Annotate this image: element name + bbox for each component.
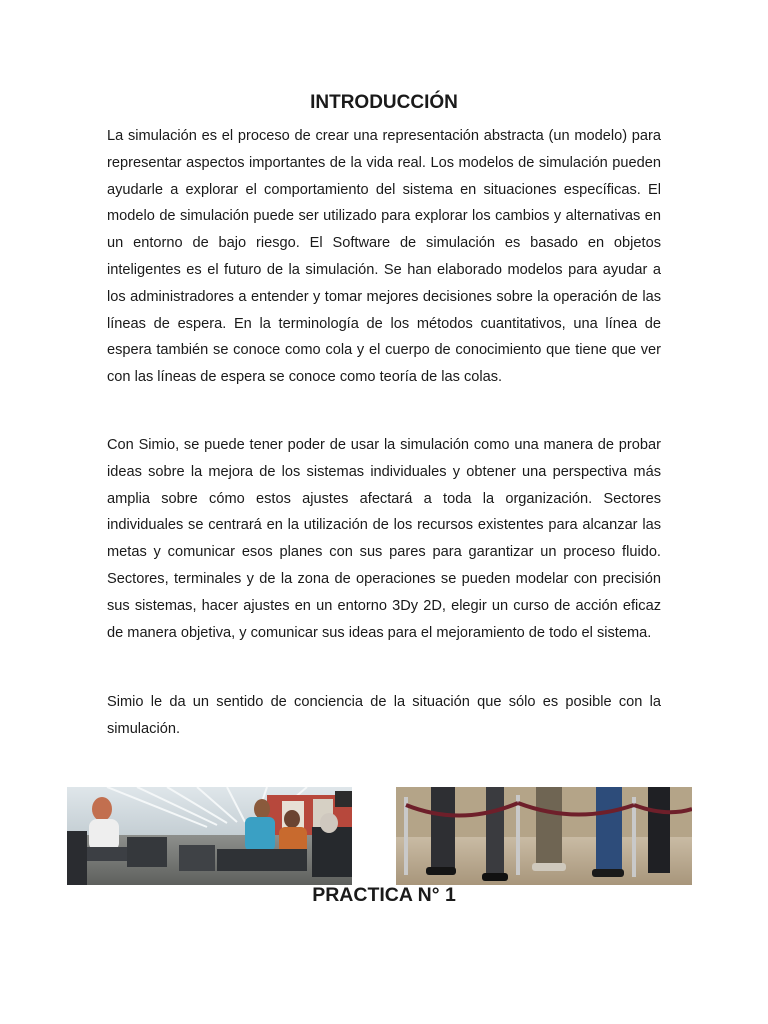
section-title: PRACTICA N° 1	[312, 884, 456, 906]
page-title: INTRODUCCIÓN	[310, 92, 458, 113]
intro-paragraph: La simulación es el proceso de crear una representación abstracta (un modelo) para representar aspectos importantes de la vida real. Los modelos de simulación pueden ayudarle a explorar el comportamiento del sistema en situaciones específicas. El modelo de simulación puede ser utilizado para explorar los cambios y alternativas en un entorno de bajo riesgo. El Software de simulación es basado en objetos inteligentes es el futuro de la simulación. Se han elaborado modelos para ayudar a los administradores a entender y tomar mejores decisiones sobre la operación de las líneas de espera. En la terminología de los métodos cuantitativos, una línea de espera también se conoce como cola y el cuerpo de conocimiento que tiene que ver con las líneas de espera se conoce como teoría de las colas.	[107, 128, 661, 386]
queue-line-stanchions-photo	[396, 787, 692, 885]
airport-waiting-area-photo	[67, 787, 352, 885]
simio-paragraph: Con Simio, se puede tener poder de usar la simulación como una manera de probar ideas sobre la mejora de los sistemas individuales y obtener una perspectiva más amplia sobre cómo estos ajustes afectará a toda la organización. Sectores individuales se centrará en la utilización de los recursos existentes para alcanzar las metas y comunicar esos planes con sus pares para garantizar un proceso fluido. Sectores, terminales y de la zona de operaciones se pueden modelar con precisión sus sistemas, hacer ajustes en un entorno 3Dy 2D, elegir un curso de acción eficaz de manera objetiva, y comunicar sus ideas para el mejoramiento de todo el sistema.	[107, 437, 661, 641]
conclusion-paragraph: Simio le da un sentido de conciencia de la situación que sólo es posible con la simulación.	[107, 694, 661, 737]
